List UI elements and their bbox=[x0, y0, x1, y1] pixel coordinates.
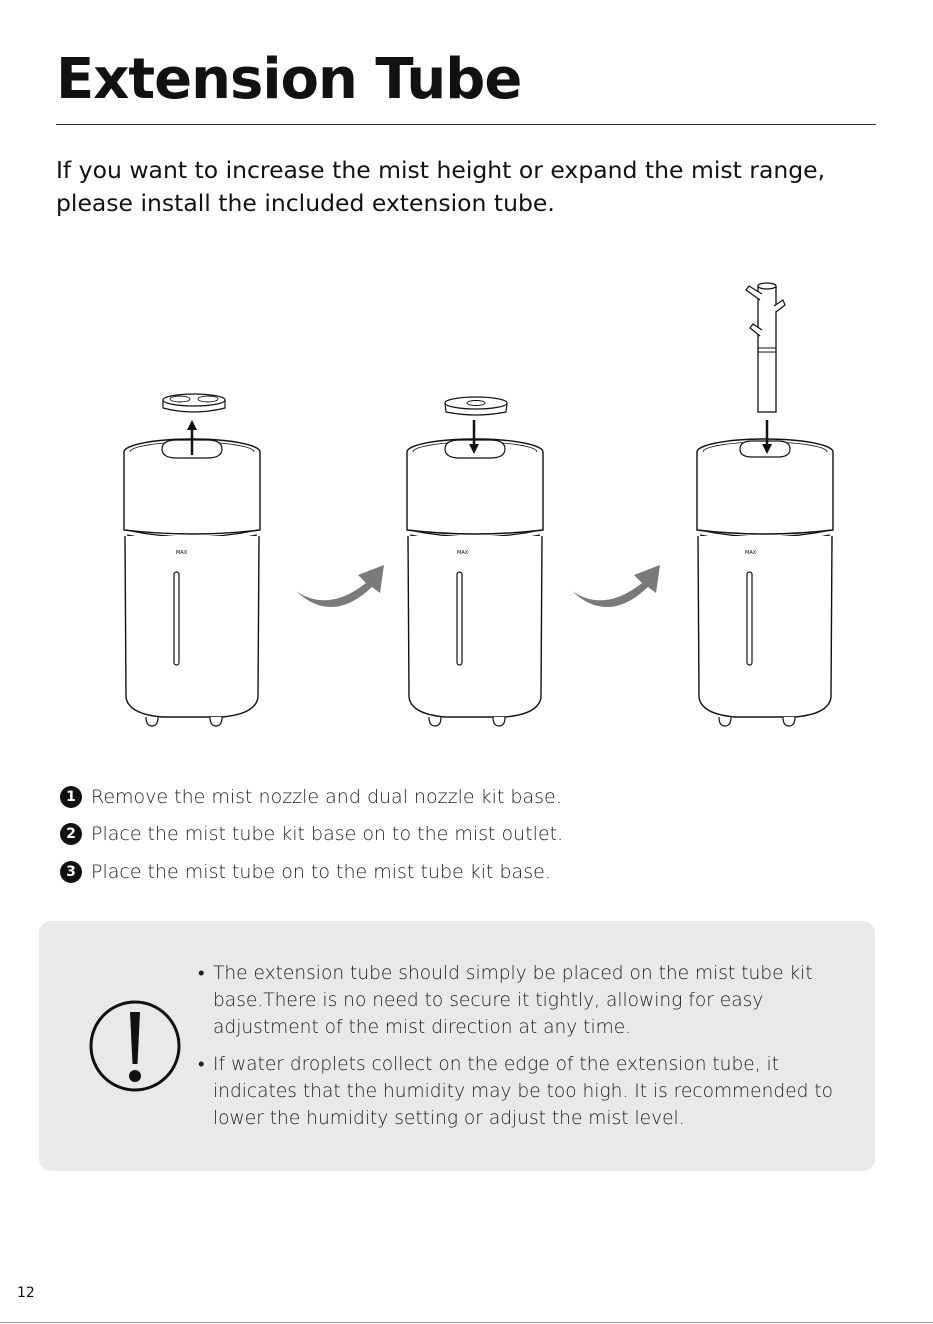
bottom-divider bbox=[0, 1322, 933, 1323]
note-item: • If water droplets collect on the edge of the extension tube, it indicates that the humidity may be too high. It is recommended to lower the humidity setting or adjust the mist level. bbox=[198, 1052, 858, 1132]
extension-tube-part bbox=[746, 283, 785, 412]
humidifier-step-3 bbox=[697, 283, 833, 726]
page-title: Extension Tube bbox=[56, 47, 522, 112]
step-number-badge: 3 bbox=[60, 861, 82, 883]
intro-text: If you want to increase the mist height or expand the mist range, please install the included extension tube. bbox=[56, 156, 826, 217]
step-item bbox=[60, 778, 563, 816]
curved-arrow-icon bbox=[572, 565, 660, 607]
step-item bbox=[60, 816, 563, 854]
step-number-badge: 1 bbox=[60, 786, 82, 808]
exclamation-circle-icon bbox=[87, 998, 183, 1094]
max-label: MAX bbox=[176, 550, 188, 556]
dual-nozzle-part bbox=[163, 394, 225, 412]
step-text: Place the mist tube on to the mist tube kit base. bbox=[91, 860, 551, 883]
page-number: 12 bbox=[17, 1285, 35, 1301]
step-text: Place the mist tube kit base on to the mist outlet. bbox=[91, 823, 564, 846]
humidifier-step-1 bbox=[124, 394, 260, 726]
installation-illustration bbox=[0, 270, 933, 730]
svg-text:MAX: MAX bbox=[457, 550, 469, 556]
humidifier-step-2 bbox=[407, 397, 543, 726]
note-item: • The extension tube should simply be placed on the mist tube kit base.There is no need to secure it tightly, allowing for easy adjustment of the mist direction at any time. bbox=[198, 961, 858, 1041]
svg-text:MAX: MAX bbox=[745, 550, 757, 556]
step-text: Remove the mist nozzle and dual nozzle kit base. bbox=[91, 785, 562, 808]
step-number-badge: 2 bbox=[60, 823, 82, 845]
mist-tube-kit-base-part bbox=[445, 397, 507, 415]
curved-arrow-icon bbox=[296, 565, 384, 607]
title-divider bbox=[56, 124, 876, 125]
notes-list bbox=[198, 961, 858, 1144]
steps-list bbox=[60, 778, 563, 891]
step-item bbox=[60, 853, 563, 891]
